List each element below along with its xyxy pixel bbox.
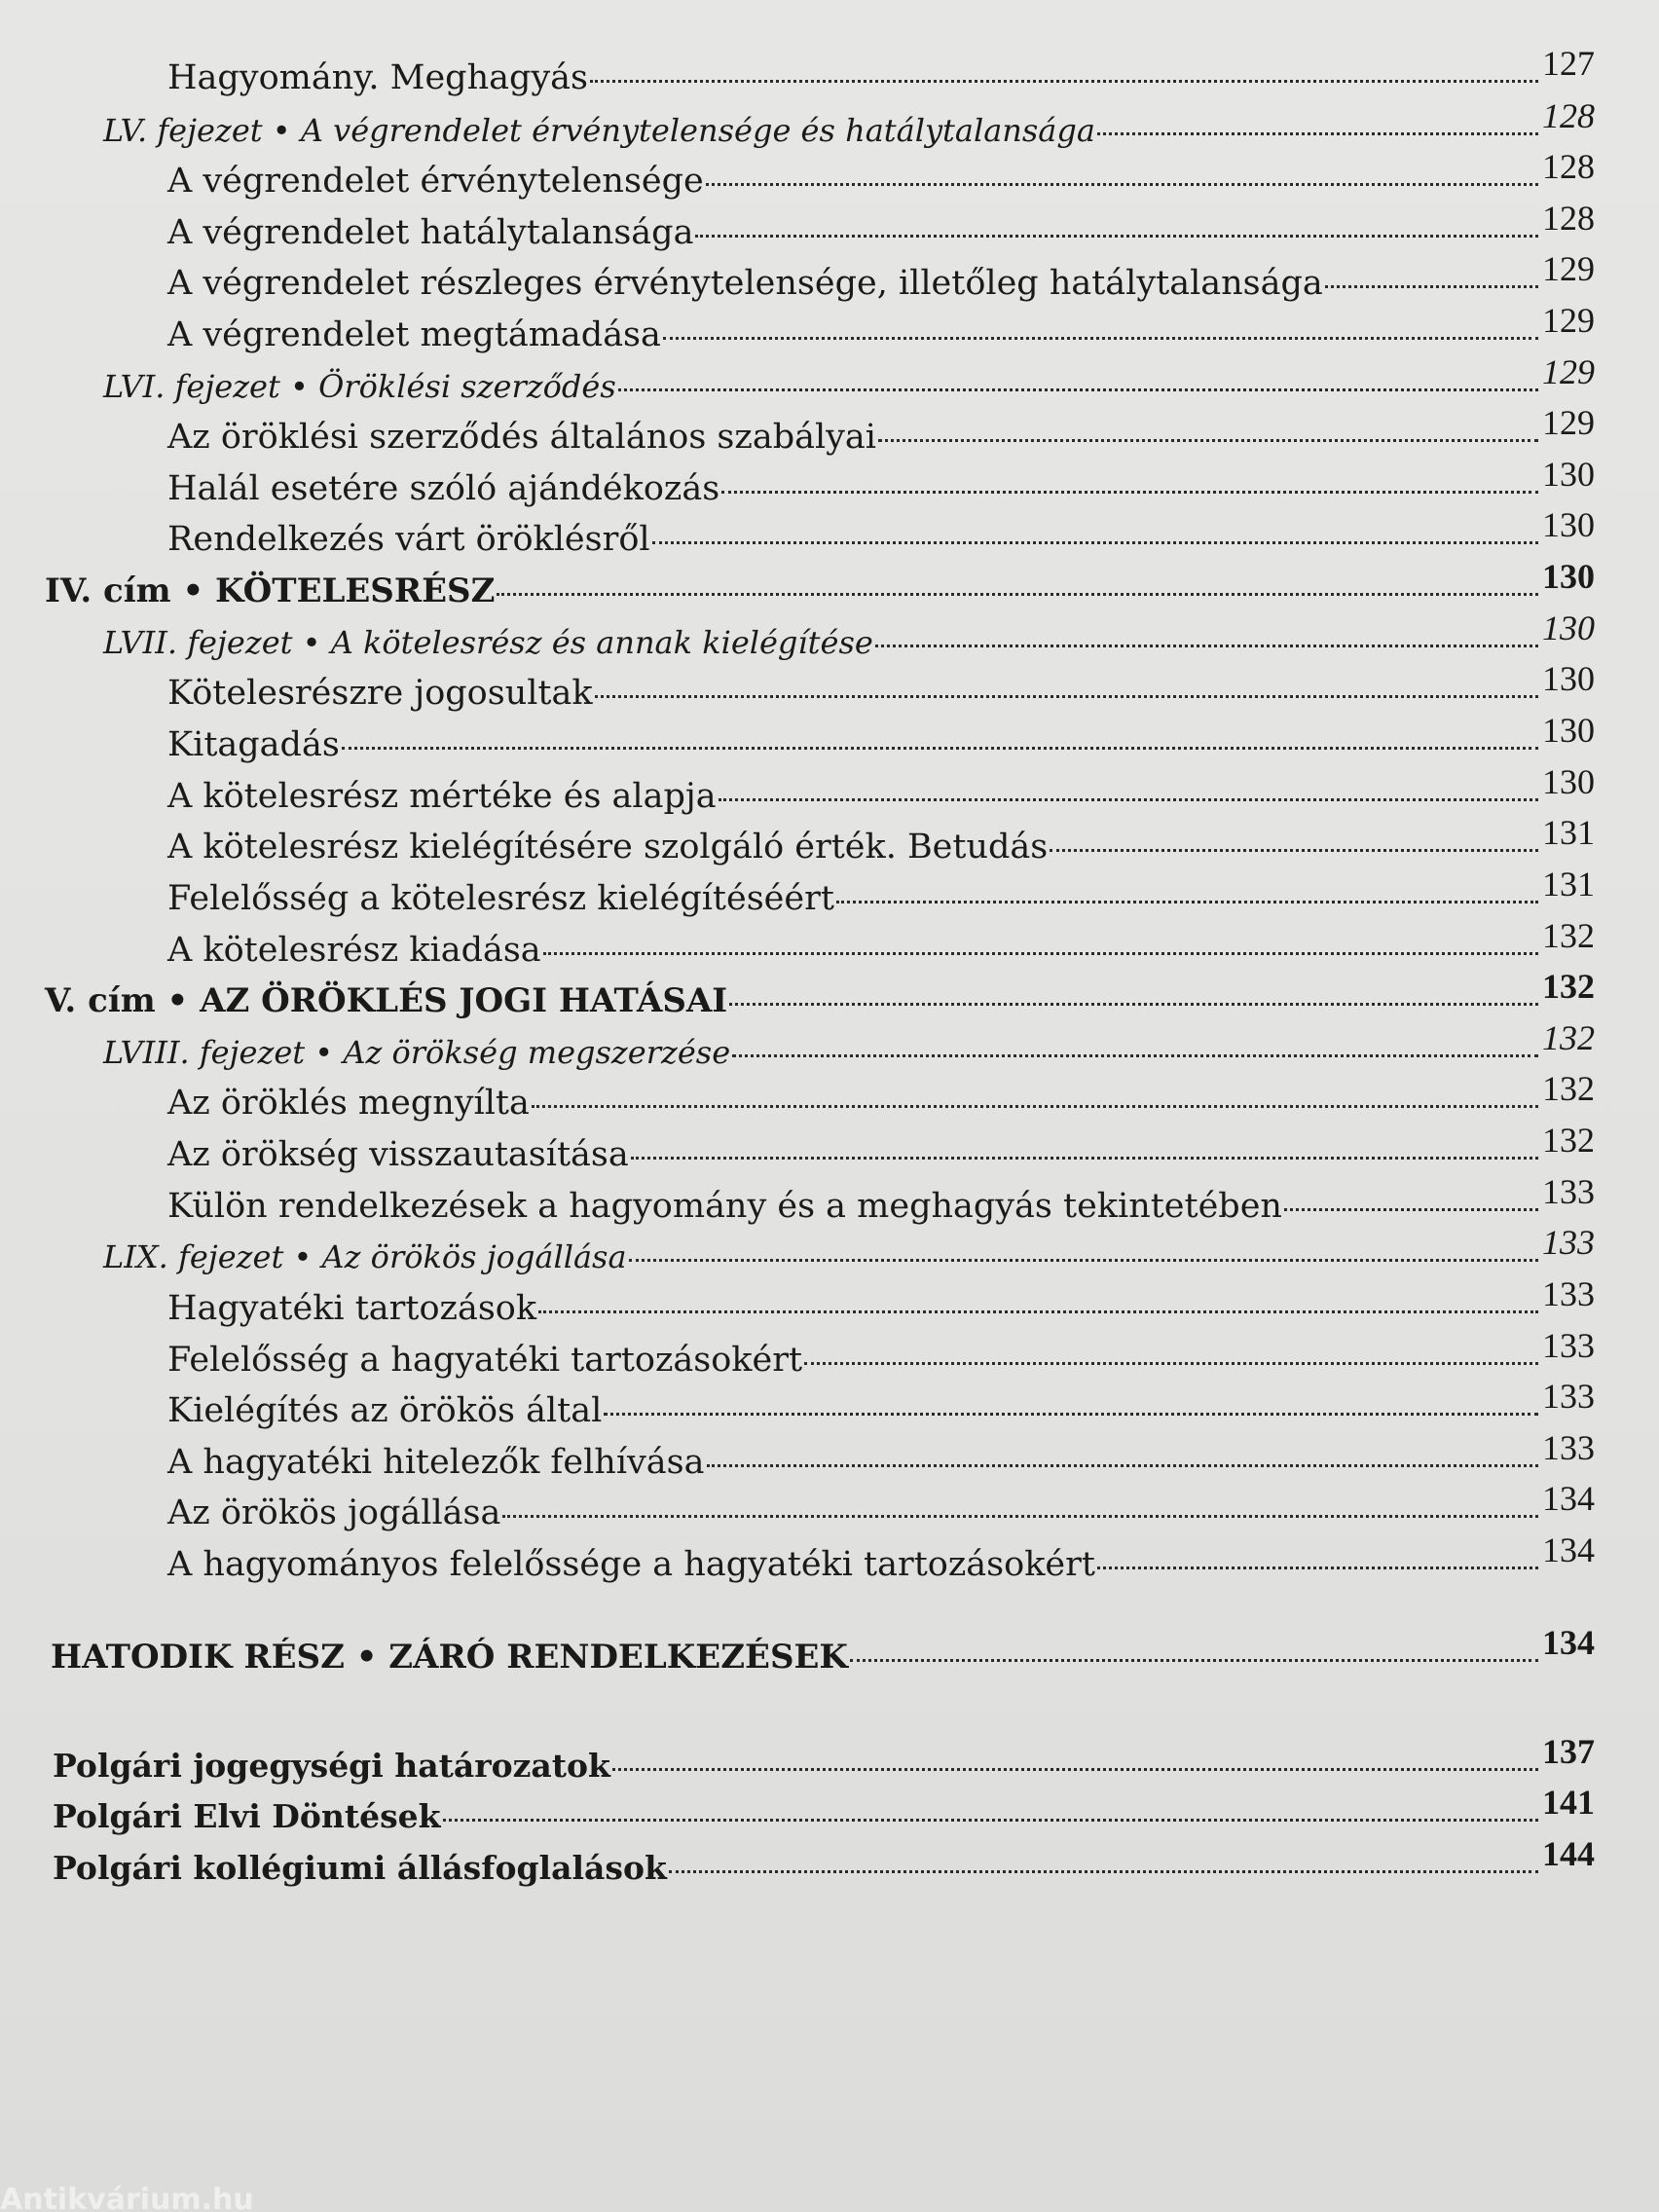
- toc-appendix: [53, 1834, 1595, 1888]
- toc-entry: [167, 1377, 1595, 1430]
- leader-dots: [629, 1259, 1538, 1262]
- toc-entry-title: Az örökség visszautasítása: [167, 1135, 629, 1174]
- toc-entry: [167, 301, 1595, 354]
- toc-entry-page: 130: [1542, 659, 1595, 698]
- toc-entry: [167, 711, 1595, 764]
- toc-entry-title: A végrendelet hatálytalansága: [167, 213, 694, 252]
- toc-entry-page: 129: [1542, 301, 1595, 340]
- toc-entry-page: 133: [1542, 1326, 1595, 1365]
- toc-entry-page: 131: [1542, 865, 1595, 903]
- leader-dots: [721, 491, 1538, 494]
- toc-entry-page: 134: [1542, 1479, 1595, 1518]
- toc-entry-title: V. cím • AZ ÖRÖKLÉS JOGI HATÁSAI: [45, 981, 728, 1020]
- toc-chapter: [103, 1223, 1595, 1276]
- leader-dots: [804, 1362, 1538, 1365]
- toc-entry: [167, 762, 1595, 816]
- toc-entry-page: 133: [1542, 1274, 1595, 1313]
- toc-entry-page: 137: [1542, 1732, 1595, 1771]
- leader-dots: [875, 645, 1538, 647]
- toc-entry-page: 133: [1542, 1377, 1595, 1416]
- toc-entry-page: 130: [1542, 455, 1595, 494]
- toc-entry: [167, 659, 1595, 713]
- leader-dots: [695, 235, 1538, 238]
- leader-dots: [850, 1659, 1538, 1662]
- toc-entry-title: Halál esetére szóló ajándékozás: [167, 469, 720, 508]
- leader-dots: [836, 901, 1538, 903]
- toc-entry: [167, 199, 1595, 252]
- toc-chapter: [103, 608, 1595, 662]
- toc-entry: [167, 916, 1595, 970]
- toc-entry-title: LVI. fejezet • Öröklési szerződés: [103, 368, 616, 405]
- toc-entry-page: 134: [1542, 1530, 1595, 1569]
- toc-entry-page: 133: [1542, 1428, 1595, 1467]
- toc-entry-title: Hagyatéki tartozások: [167, 1289, 537, 1328]
- leader-dots: [652, 541, 1538, 544]
- leader-dots: [604, 1413, 1538, 1416]
- toc-title-section: [45, 557, 1595, 610]
- toc-entry: [167, 147, 1595, 201]
- leader-dots: [1325, 285, 1538, 288]
- leader-dots: [590, 80, 1538, 83]
- toc-entry-title: Polgári Elvi Döntések: [53, 1797, 441, 1835]
- toc-entry: [167, 1172, 1595, 1226]
- toc-entry-page: 131: [1542, 813, 1595, 852]
- toc-entry-page: 130: [1542, 608, 1595, 647]
- toc-entry-title: Az öröklési szerződés általános szabályai: [167, 418, 876, 457]
- toc-entry: [167, 1274, 1595, 1328]
- toc-entry-title: Polgári jogegységi határozatok: [53, 1747, 610, 1785]
- leader-dots: [443, 1819, 1538, 1822]
- toc-entry-title: A kötelesrész kielégítésére szolgáló érték. Betudás: [167, 828, 1049, 866]
- toc-entry-title: LVII. fejezet • A kötelesrész és annak kielégítése: [103, 624, 873, 661]
- leader-dots: [543, 952, 1538, 955]
- toc-entry-title: A hagyományos felelőssége a hagyatéki tartozásokért: [167, 1545, 1095, 1584]
- leader-dots: [502, 1515, 1538, 1518]
- toc-entry-title: LVIII. fejezet • Az örökség megszerzése: [103, 1034, 731, 1071]
- toc-entry-title: Polgári kollégiumi állásfoglalások: [53, 1849, 667, 1887]
- toc-entry-title: Felelősség a kötelesrész kielégítéséért: [167, 879, 834, 918]
- toc-chapter: [103, 352, 1595, 406]
- toc-entry-page: 127: [1542, 44, 1595, 83]
- toc-entry-page: 132: [1542, 1069, 1595, 1108]
- toc-entry: [167, 505, 1595, 559]
- toc-entry-title: Rendelkezés várt öröklésről: [167, 520, 650, 559]
- toc-entry-title: Az öröklés megnyílta: [167, 1084, 530, 1123]
- toc-entry-title: LV. fejezet • A végrendelet érvénytelensége és hatálytalansága: [103, 112, 1095, 149]
- leader-dots: [1050, 849, 1538, 852]
- leader-dots: [538, 1310, 1538, 1313]
- toc-entry-page: 130: [1542, 557, 1595, 596]
- toc-entry: [167, 1069, 1595, 1123]
- leader-dots: [878, 439, 1538, 442]
- toc-entry: [167, 1479, 1595, 1532]
- toc-entry-title: HATODIK RÉSZ • ZÁRÓ RENDELKEZÉSEK: [51, 1638, 848, 1677]
- toc-entry-page: 132: [1542, 1018, 1595, 1057]
- toc-entry-page: 128: [1542, 199, 1595, 238]
- toc-entry-page: 141: [1542, 1783, 1595, 1822]
- leader-dots: [1097, 1567, 1538, 1569]
- toc-entry-page: 132: [1542, 916, 1595, 955]
- toc-entry: [167, 1530, 1595, 1584]
- leader-dots: [729, 1003, 1538, 1006]
- leader-dots: [663, 337, 1538, 340]
- toc-entry-title: A végrendelet érvénytelensége: [167, 162, 704, 201]
- leader-dots: [1097, 132, 1538, 135]
- toc-entry-page: 133: [1542, 1223, 1595, 1262]
- leader-dots: [707, 1464, 1539, 1467]
- leader-dots: [1284, 1208, 1538, 1211]
- toc-entry-title: LIX. fejezet • Az örökös jogállása: [103, 1238, 627, 1275]
- leader-dots: [706, 183, 1538, 186]
- leader-dots: [595, 695, 1538, 698]
- toc-entry-page: 128: [1542, 96, 1595, 135]
- leader-dots: [532, 1105, 1538, 1108]
- toc-entry-title: A végrendelet részleges érvénytelensége, illetőleg hatálytalansága: [167, 264, 1323, 303]
- toc-entry-page: 130: [1542, 762, 1595, 801]
- toc-entry-title: Kielégítés az örökös által: [167, 1391, 603, 1430]
- toc-entry-title: IV. cím • KÖTELESRÉSZ: [45, 571, 496, 610]
- leader-dots: [497, 593, 1538, 596]
- toc-entry-page: 130: [1542, 505, 1595, 544]
- toc-entry-title: A kötelesrész kiadása: [167, 931, 541, 970]
- toc-chapter: [103, 96, 1595, 150]
- toc-entry: [167, 1428, 1595, 1482]
- toc-entry-page: 129: [1542, 403, 1595, 442]
- toc-entry: [167, 44, 1595, 97]
- toc-entry-title: Felelősség a hagyatéki tartozásokért: [167, 1341, 803, 1380]
- leader-dots: [631, 1157, 1538, 1160]
- toc-entry: [167, 813, 1595, 866]
- toc-appendix: [53, 1732, 1595, 1786]
- leader-dots: [669, 1870, 1538, 1873]
- watermark-stamp: Antikvárium.hu: [0, 2183, 254, 2212]
- toc-entry-title: A kötelesrész mértéke és alapja: [167, 777, 717, 816]
- leader-dots: [618, 388, 1538, 391]
- toc-entry: [167, 1326, 1595, 1380]
- toc-entry-page: 133: [1542, 1172, 1595, 1211]
- toc-entry-page: 129: [1542, 352, 1595, 391]
- toc-entry: [167, 455, 1595, 508]
- toc-entry-page: 130: [1542, 711, 1595, 750]
- toc-entry-title: A végrendelet megtámadása: [167, 315, 661, 354]
- toc-entry-page: 132: [1542, 967, 1595, 1006]
- toc-entry-page: 132: [1542, 1121, 1595, 1160]
- toc-entry-page: 129: [1542, 249, 1595, 288]
- toc-entry-page: 144: [1542, 1834, 1595, 1873]
- toc-part: [51, 1623, 1595, 1677]
- leader-dots: [732, 1054, 1538, 1057]
- toc-chapter: [103, 1018, 1595, 1072]
- leader-dots: [719, 798, 1538, 801]
- toc-entry-page: 128: [1542, 147, 1595, 186]
- toc-title-section: [45, 967, 1595, 1020]
- toc-entry-title: A hagyatéki hitelezők felhívása: [167, 1443, 705, 1482]
- toc-entry-title: Az örökös jogállása: [167, 1493, 501, 1532]
- toc-entry-page: 134: [1542, 1623, 1595, 1662]
- toc-entry-title: Kötelesrészre jogosultak: [167, 674, 593, 713]
- toc-entry-title: Hagyomány. Meghagyás: [167, 58, 588, 97]
- toc-entry: [167, 1121, 1595, 1174]
- leader-dots: [342, 747, 1538, 750]
- toc-entry-title: Külön rendelkezések a hagyomány és a meghagyás tekintetében: [167, 1187, 1282, 1226]
- toc-appendix: [53, 1783, 1595, 1836]
- toc-entry: [167, 249, 1595, 303]
- leader-dots: [612, 1768, 1538, 1771]
- toc-entry-title: Kitagadás: [167, 725, 340, 764]
- toc-entry: [167, 865, 1595, 918]
- toc-entry: [167, 403, 1595, 457]
